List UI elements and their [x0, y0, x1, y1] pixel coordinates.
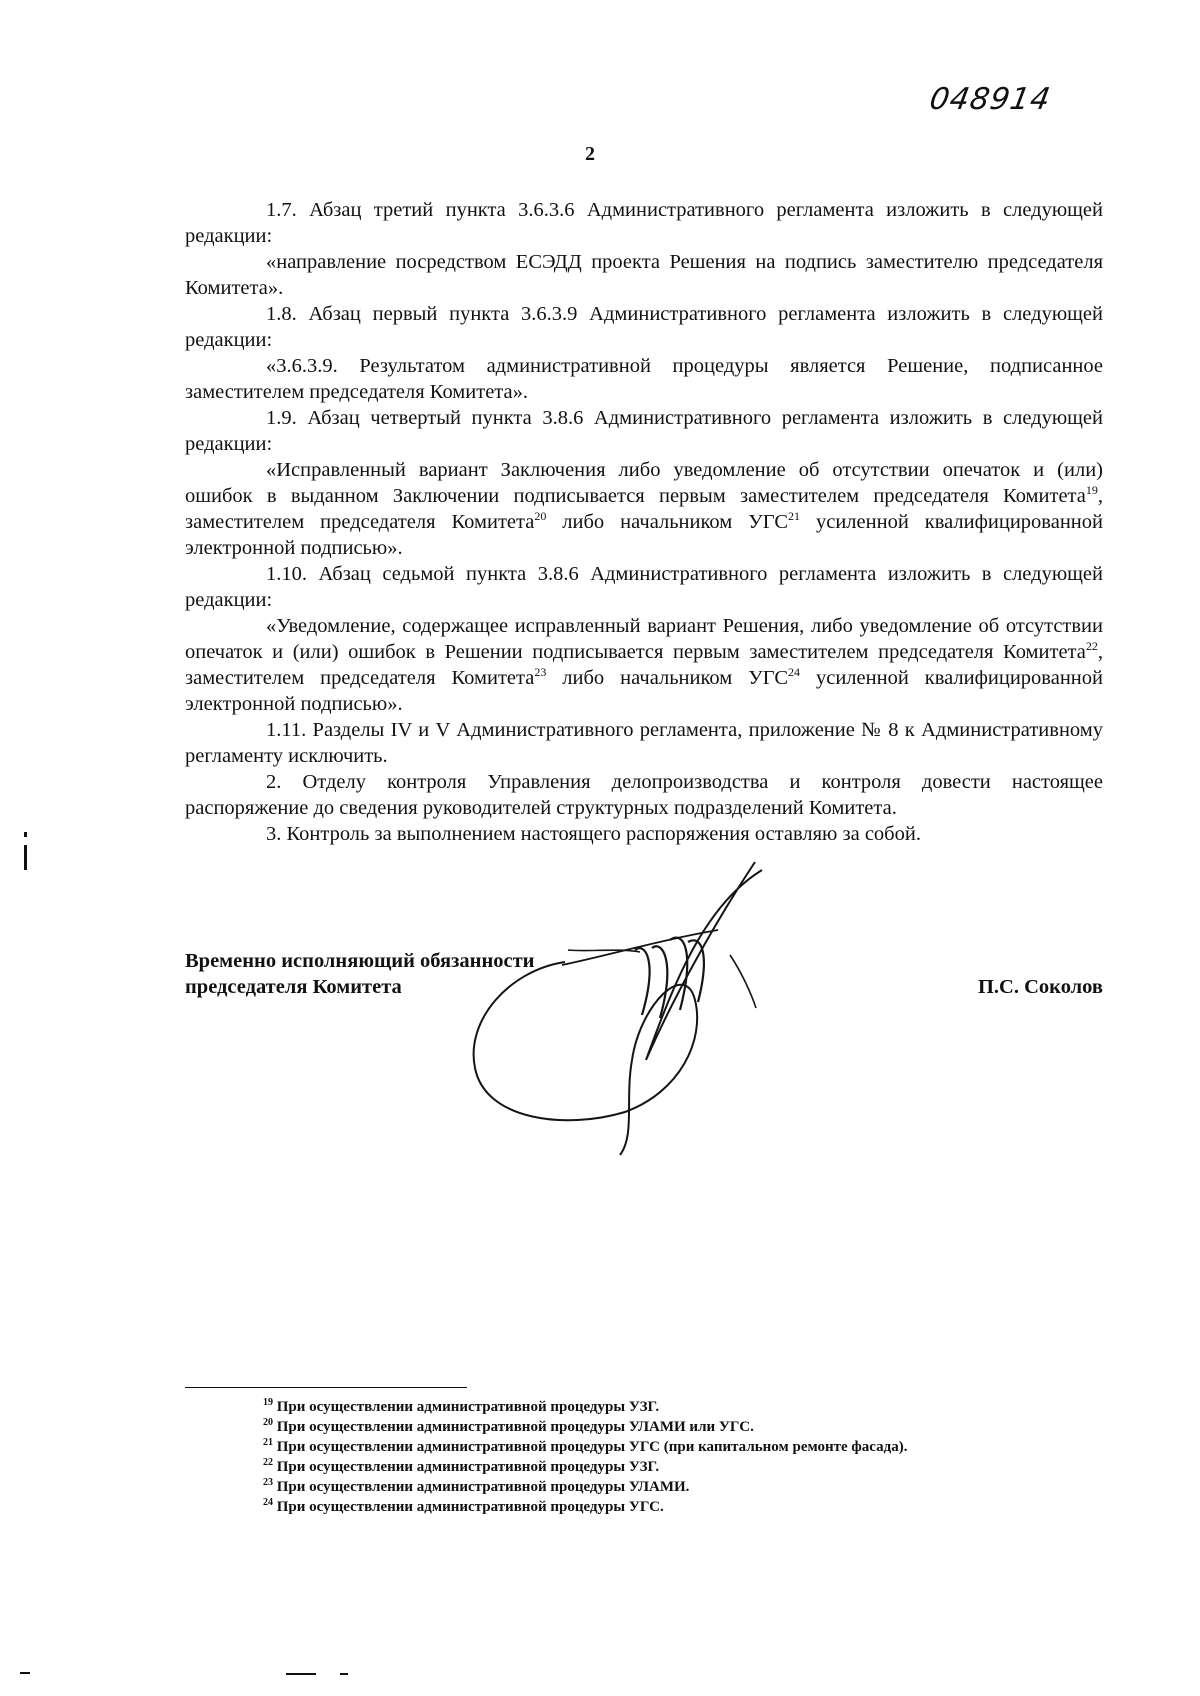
footnote-ref-22: 22 [1085, 639, 1098, 653]
footnote-text: При осуществлении административной процедуры УЛАМИ или УГС. [276, 1419, 754, 1435]
footnote-number: 22 [263, 1457, 273, 1468]
text-segment: , заместителем председателя Комитета [185, 641, 1103, 689]
footnote-text: При осуществлении административной процедуры УЗГ. [276, 1459, 660, 1475]
scan-mark-bar [24, 845, 27, 870]
signatory-title-line2: председателя Комитета [185, 976, 402, 998]
footnote-separator [185, 1387, 467, 1388]
footnote-ref-23: 23 [534, 665, 547, 679]
document-body [185, 197, 1103, 847]
scan-mark-bottom [340, 1673, 348, 1675]
text-segment: «Уведомление, содержащее исправленный вариант Решения, либо уведомление об отсутствии опечаток и (или) ошибок в Решении подписывается первым заместителем председателя Комитета [185, 615, 1103, 663]
handwritten-signature [470, 830, 820, 1170]
paragraph-3: 3. Контроль за выполнением настоящего распоряжения оставляю за собой. [266, 823, 921, 845]
signatory-name: П.С. Соколов [977, 976, 1103, 998]
scan-mark-dot [24, 832, 27, 837]
text-segment: либо начальником УГС [546, 511, 788, 533]
footnotes [263, 1397, 1103, 1517]
page-number: 2 [585, 143, 595, 165]
footnote-ref-19: 19 [1085, 483, 1098, 497]
paragraph-1-8-quote: «3.6.3.9. Результатом административной процедуры является Решение, подписанное заместителем председателя Комитета». [185, 355, 1103, 403]
footnote-number: 20 [263, 1417, 273, 1428]
footnote-19 [263, 1397, 1103, 1417]
paragraph-1-9-quote [185, 457, 1103, 561]
footnote-number: 23 [263, 1477, 273, 1488]
footnote-text: При осуществлении административной процедуры УЗГ. [276, 1399, 660, 1415]
footnote-24 [263, 1497, 1103, 1517]
footnote-text: При осуществлении административной процедуры УГС. [276, 1499, 664, 1515]
footnote-20 [263, 1417, 1103, 1437]
paragraph-1-7: 1.7. Абзац третий пункта 3.6.3.6 Административного регламента изложить в следующей редакции: [185, 199, 1103, 247]
footnote-text: При осуществлении административной процедуры УЛАМИ. [276, 1479, 690, 1495]
footnote-ref-20: 20 [534, 509, 547, 523]
footnote-number: 24 [263, 1497, 273, 1508]
footnote-23 [263, 1477, 1103, 1497]
paragraph-2: 2. Отделу контроля Управления делопроизводства и контроля довести настоящее распоряжение до сведения руководителей структурных подразделений Комитета. [185, 771, 1103, 819]
text-segment: либо начальником УГС [546, 667, 788, 689]
text-segment: «Исправленный вариант Заключения либо уведомление об отсутствии опечаток и (или) ошибок в выданном Заключении подписывается первым заместителем председателя Комитета [185, 459, 1103, 507]
footnote-ref-24: 24 [788, 665, 800, 679]
handwritten-doc-number: 048914 [926, 82, 1054, 117]
footnote-number: 21 [263, 1437, 273, 1448]
text-segment: усиленной квалифицированной электронной подписью». [185, 667, 1103, 715]
footnote-text: При осуществлении административной процедуры УГС (при капитальном ремонте фасада). [276, 1439, 908, 1455]
text-segment: , заместителем председателя Комитета [185, 485, 1103, 533]
paragraph-1-8: 1.8. Абзац первый пункта 3.6.3.9 Административного регламента изложить в следующей редакции: [185, 303, 1103, 351]
footnote-21 [263, 1437, 1103, 1457]
text-segment: усиленной квалифицированной электронной подписью». [185, 511, 1103, 559]
paragraph-1-10: 1.10. Абзац седьмой пункта 3.8.6 Административного регламента изложить в следующей редакции: [185, 563, 1103, 611]
paragraph-1-9: 1.9. Абзац четвертый пункта 3.8.6 Административного регламента изложить в следующей редакции: [185, 407, 1103, 455]
scan-mark-bottom [20, 1672, 30, 1674]
scan-mark-bottom [286, 1673, 316, 1675]
paragraph-1-11: 1.11. Разделы IV и V Административного регламента, приложение № 8 к Административному регламенту исключить. [185, 719, 1103, 767]
paragraph-1-10-quote [185, 613, 1103, 717]
footnote-ref-21: 21 [788, 509, 800, 523]
paragraph-1-7-quote: «направление посредством ЕСЭДД проекта Решения на подпись заместителю председателя Комитета». [185, 251, 1103, 299]
footnote-number: 19 [263, 1397, 273, 1408]
footnote-22 [263, 1457, 1103, 1477]
signatory-title-line1: Временно исполняющий обязанности [185, 950, 535, 972]
